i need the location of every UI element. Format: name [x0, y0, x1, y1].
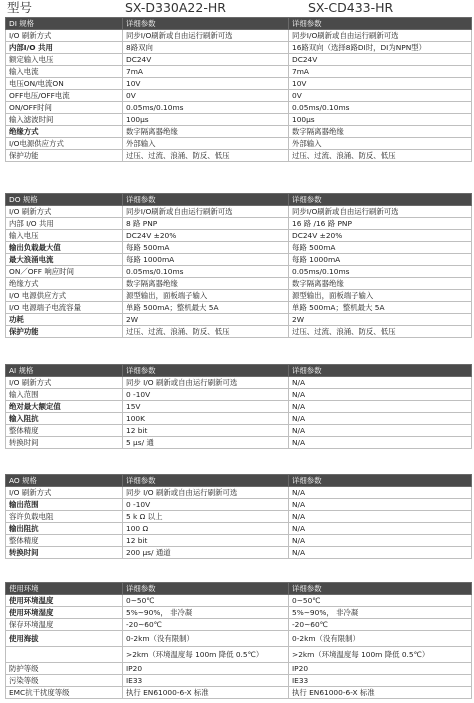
header-cell: 详细参数 [123, 475, 289, 487]
param-name-cell: 内部I/O 共用 [6, 42, 123, 54]
param-value-cell: 2W [123, 314, 289, 326]
param-name-cell: 电压ON/电流ON [6, 78, 123, 90]
param-name-cell: 绝缘方式 [6, 278, 123, 290]
table-row [6, 138, 472, 150]
table-row [6, 619, 472, 631]
param-value-cell: 12 bit [123, 425, 289, 437]
param-value-cell: 单路 500mA；整机最大 5A [289, 302, 472, 314]
param-value-cell: IP20 [289, 663, 472, 675]
table-row [6, 78, 472, 90]
table-row [6, 218, 472, 230]
param-name-cell: 使用海拔 [6, 631, 123, 647]
param-value-cell: 数字隔离器绝缘 [123, 278, 289, 290]
table-row [6, 413, 472, 425]
table-row [6, 42, 472, 54]
param-name-cell: 转换时间 [6, 437, 123, 449]
header-cell: 详细参数 [289, 194, 472, 206]
param-value-cell: N/A [289, 523, 472, 535]
table-row [6, 278, 472, 290]
param-value-cell: 过压、过流、浪涌、防反、低压 [123, 150, 289, 162]
param-name-cell: I/O 刷新方式 [6, 487, 123, 499]
table-row [6, 663, 472, 675]
table-row [6, 425, 472, 437]
ai-spec-table [5, 364, 472, 449]
param-name-cell: 保护功能 [6, 150, 123, 162]
model-label: 型号 [7, 0, 33, 15]
param-value-cell: 5%~90%， 非冷凝 [289, 607, 472, 619]
param-name-cell: 容许负载电阻 [6, 511, 123, 523]
param-value-cell: N/A [289, 511, 472, 523]
param-value-cell: >2km（环境温度每 100m 降低 0.5℃） [123, 647, 289, 663]
param-name-cell: 输入电流 [6, 66, 123, 78]
param-value-cell: 0V [289, 90, 472, 102]
param-name-cell: I/O 刷新方式 [6, 30, 123, 42]
table-header-row [6, 194, 472, 206]
header-cell: 详细参数 [289, 583, 472, 595]
param-name-cell: 输入滤波时间 [6, 114, 123, 126]
header-cell: DO 规格 [6, 194, 123, 206]
table-row [6, 102, 472, 114]
param-value-cell: 同步I/O刷新或自由运行刷新可选 [123, 206, 289, 218]
param-name-cell: 功耗 [6, 314, 123, 326]
param-name-cell: 使用环境温度 [6, 595, 123, 607]
table-row [6, 326, 472, 338]
header-cell: 详细参数 [123, 583, 289, 595]
table-header-row [6, 18, 472, 30]
table-row [6, 487, 472, 499]
do-spec-table [5, 193, 472, 338]
di-spec-table [5, 17, 472, 162]
param-name-cell [6, 647, 123, 663]
table-row [6, 54, 472, 66]
param-name-cell: 转换时间 [6, 547, 123, 559]
table-row [6, 302, 472, 314]
table-header-row [6, 583, 472, 595]
param-value-cell: 执行 EN61000-6-X 标准 [123, 687, 289, 699]
param-value-cell: N/A [289, 437, 472, 449]
param-value-cell: IE33 [289, 675, 472, 687]
param-value-cell: 数字隔离器绝缘 [123, 126, 289, 138]
table-row [6, 230, 472, 242]
param-name-cell: EMC抗干扰度等级 [6, 687, 123, 699]
param-value-cell: DC24V ±20% [123, 230, 289, 242]
param-name-cell: I/O 刷新方式 [6, 206, 123, 218]
param-name-cell: 保护功能 [6, 326, 123, 338]
table-row [6, 647, 472, 663]
param-name-cell: 输出范围 [6, 499, 123, 511]
param-name-cell: OFF电压/OFF电流 [6, 90, 123, 102]
table-row [6, 607, 472, 619]
table-row [6, 254, 472, 266]
table-row [6, 206, 472, 218]
param-value-cell: 100μs [123, 114, 289, 126]
param-value-cell: 10V [289, 78, 472, 90]
header-cell: 详细参数 [289, 365, 472, 377]
param-name-cell: 输入电压 [6, 230, 123, 242]
environment-spec-table [5, 582, 472, 699]
param-value-cell: 7mA [289, 66, 472, 78]
table-row [6, 30, 472, 42]
table-row [6, 314, 472, 326]
header-cell: DI 规格 [6, 18, 123, 30]
table-row [6, 535, 472, 547]
param-name-cell: 整体精度 [6, 425, 123, 437]
model-header-row [0, 0, 474, 16]
param-value-cell: 0.05ms/0.10ms [289, 266, 472, 278]
param-value-cell: 200 μs/ 通道 [123, 547, 289, 559]
param-value-cell: 同步 I/O 刷新或自由运行刷新可选 [123, 377, 289, 389]
header-cell: 详细参数 [289, 18, 472, 30]
param-value-cell: 12 bit [123, 535, 289, 547]
param-value-cell: N/A [289, 413, 472, 425]
table-row [6, 675, 472, 687]
param-value-cell: 5 k Ω 以上 [123, 511, 289, 523]
param-value-cell: 源型输出，面板端子输入 [123, 290, 289, 302]
param-name-cell: 输出负载最大值 [6, 242, 123, 254]
param-value-cell: N/A [289, 499, 472, 511]
param-name-cell: 污染等级 [6, 675, 123, 687]
param-name-cell: 绝缘方式 [6, 126, 123, 138]
model-a-name: SX-D330A22-HR [125, 0, 226, 15]
param-value-cell: 7mA [123, 66, 289, 78]
param-value-cell: 100 Ω [123, 523, 289, 535]
param-value-cell: 过压、过流、浪涌、防反、低压 [123, 326, 289, 338]
table-row [6, 499, 472, 511]
header-cell: 详细参数 [289, 475, 472, 487]
param-value-cell: 过压、过流、浪涌、防反、低压 [289, 150, 472, 162]
ao-spec-table [5, 474, 472, 559]
param-value-cell: 单路 500mA；整机最大 5A [123, 302, 289, 314]
param-value-cell: 0.05ms/0.10ms [123, 266, 289, 278]
param-value-cell: N/A [289, 487, 472, 499]
param-value-cell: IP20 [123, 663, 289, 675]
param-value-cell: N/A [289, 401, 472, 413]
param-value-cell: 2W [289, 314, 472, 326]
param-name-cell: 内部 I/O 共用 [6, 218, 123, 230]
param-value-cell: N/A [289, 425, 472, 437]
header-cell: 详细参数 [123, 18, 289, 30]
param-name-cell: I/O电源供应方式 [6, 138, 123, 150]
param-name-cell: 输入阻抗 [6, 413, 123, 425]
param-value-cell: 每路 500mA [289, 242, 472, 254]
param-value-cell: 同步I/O刷新或自由运行刷新可选 [289, 206, 472, 218]
param-value-cell: 0.05ms/0.10ms [289, 102, 472, 114]
param-value-cell: 每路 500mA [123, 242, 289, 254]
table-row [6, 437, 472, 449]
param-value-cell: 0.05ms/0.10ms [123, 102, 289, 114]
param-value-cell: DC24V [123, 54, 289, 66]
table-row [6, 687, 472, 699]
param-value-cell: 8路双向 [123, 42, 289, 54]
param-value-cell: N/A [289, 377, 472, 389]
param-name-cell: 整体精度 [6, 535, 123, 547]
param-value-cell: 100μs [289, 114, 472, 126]
table-row [6, 595, 472, 607]
table-header-row [6, 365, 472, 377]
param-value-cell: 16 路 /16 路 PNP [289, 218, 472, 230]
header-cell: 使用环境 [6, 583, 123, 595]
param-name-cell: 额定输入电压 [6, 54, 123, 66]
param-value-cell: IE33 [123, 675, 289, 687]
param-value-cell: -20~60℃ [123, 619, 289, 631]
param-value-cell: 数字隔离器绝缘 [289, 278, 472, 290]
param-name-cell: 保存环境温度 [6, 619, 123, 631]
table-row [6, 511, 472, 523]
param-value-cell: 外部输入 [123, 138, 289, 150]
param-value-cell: 过压、过流、浪涌、防反、低压 [289, 326, 472, 338]
table-row [6, 631, 472, 647]
table-row [6, 266, 472, 278]
param-name-cell: 防护等级 [6, 663, 123, 675]
table-header-row [6, 475, 472, 487]
param-name-cell: ON／OFF 响应时间 [6, 266, 123, 278]
param-name-cell: ON/OFF时间 [6, 102, 123, 114]
table-row [6, 389, 472, 401]
param-value-cell: 16路双向（选择8路DI时，DI为NPN型） [289, 42, 472, 54]
table-row [6, 242, 472, 254]
param-value-cell: 5%~90%， 非冷凝 [123, 607, 289, 619]
param-value-cell: DC24V [289, 54, 472, 66]
param-value-cell: 0-2km（没有限制） [123, 631, 289, 647]
param-value-cell: 同步I/O刷新或自由运行刷新可选 [123, 30, 289, 42]
param-value-cell: 0 -10V [123, 499, 289, 511]
param-name-cell: 最大浪涌电流 [6, 254, 123, 266]
param-name-cell: 输出阻抗 [6, 523, 123, 535]
param-value-cell: 同步 I/O 刷新或自由运行刷新可选 [123, 487, 289, 499]
param-value-cell: 5 μs/ 通 [123, 437, 289, 449]
table-row [6, 547, 472, 559]
table-row [6, 66, 472, 78]
param-name-cell: 输入范围 [6, 389, 123, 401]
param-value-cell: 每路 1000mA [289, 254, 472, 266]
param-name-cell: 绝对最大额定值 [6, 401, 123, 413]
param-value-cell: 执行 EN61000-6-X 标准 [289, 687, 472, 699]
param-value-cell: DC24V ±20% [289, 230, 472, 242]
param-value-cell: 0-2km（没有限制） [289, 631, 472, 647]
param-value-cell: 数字隔离器绝缘 [289, 126, 472, 138]
param-value-cell: -20~60℃ [289, 619, 472, 631]
param-value-cell: N/A [289, 389, 472, 401]
param-name-cell: I/O 电源端子电流容量 [6, 302, 123, 314]
param-value-cell: 8 路 PNP [123, 218, 289, 230]
model-b-name: SX-CD433-HR [308, 0, 394, 15]
table-row [6, 114, 472, 126]
param-value-cell: 0~50℃ [289, 595, 472, 607]
param-value-cell: 100K [123, 413, 289, 425]
header-cell: 详细参数 [123, 365, 289, 377]
table-row [6, 523, 472, 535]
param-value-cell: 0V [123, 90, 289, 102]
table-row [6, 401, 472, 413]
table-row [6, 126, 472, 138]
param-name-cell: I/O 电源供应方式 [6, 290, 123, 302]
header-cell: 详细参数 [123, 194, 289, 206]
table-row [6, 150, 472, 162]
table-row [6, 377, 472, 389]
param-value-cell: N/A [289, 535, 472, 547]
param-value-cell: 同步I/O刷新或自由运行刷新可选 [289, 30, 472, 42]
param-value-cell: 0 -10V [123, 389, 289, 401]
param-name-cell: 使用环境湿度 [6, 607, 123, 619]
table-row [6, 290, 472, 302]
param-value-cell: N/A [289, 547, 472, 559]
param-value-cell: 每路 1000mA [123, 254, 289, 266]
header-cell: AI 规格 [6, 365, 123, 377]
param-name-cell: I/O 刷新方式 [6, 377, 123, 389]
header-cell: AO 规格 [6, 475, 123, 487]
param-value-cell: 0~50℃ [123, 595, 289, 607]
table-row [6, 90, 472, 102]
param-value-cell: 10V [123, 78, 289, 90]
param-value-cell: 外部输入 [289, 138, 472, 150]
param-value-cell: 源型输出，面板端子输入 [289, 290, 472, 302]
param-value-cell: 15V [123, 401, 289, 413]
param-value-cell: >2km（环境温度每 100m 降低 0.5℃） [289, 647, 472, 663]
